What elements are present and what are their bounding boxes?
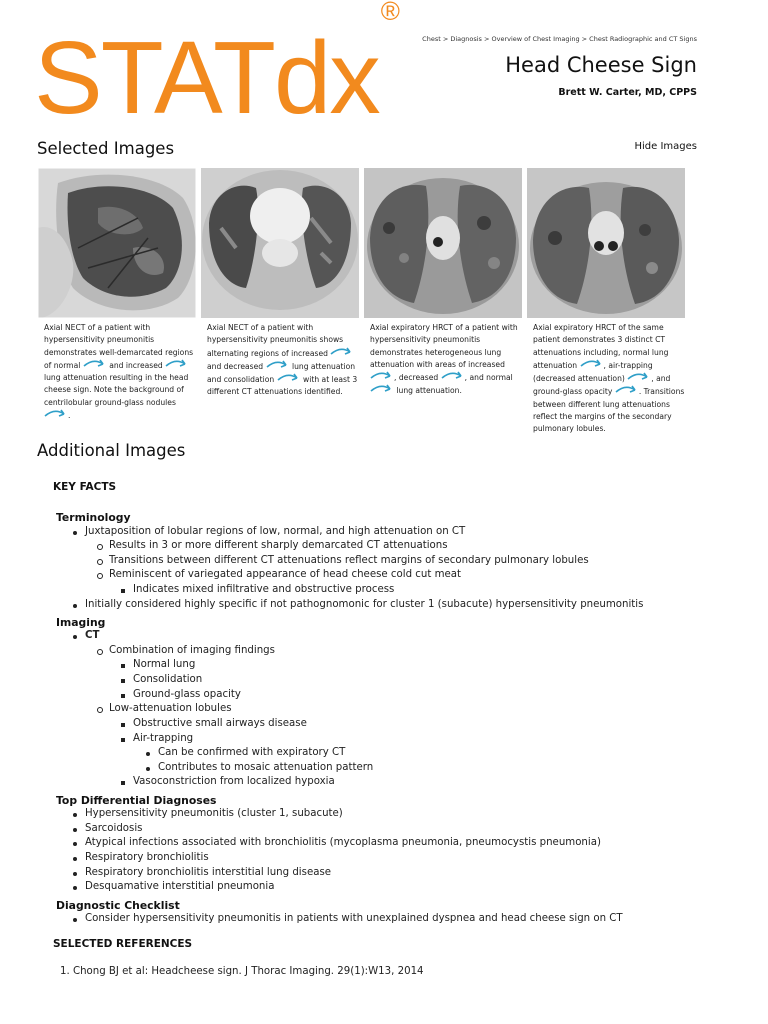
- arrow-icon[interactable]: [370, 384, 394, 395]
- list-item: Consider hypersensitivity pneumonitis in patients with unexplained dyspnea and head cheese sign on CT: [85, 913, 623, 924]
- list-item: Hypersensitivity pneumonitis (cluster 1, subacute): [85, 808, 343, 819]
- list-item: Sarcoidosis: [85, 823, 143, 834]
- list-item: Indicates mixed infiltrative and obstructive process: [133, 584, 395, 595]
- checklist-heading: Diagnostic Checklist: [56, 899, 180, 912]
- references-heading: SELECTED REFERENCES: [53, 938, 193, 950]
- list-item: Atypical infections associated with bronchiolitis (mycoplasma pneumonia, pneumocystis pneumonia): [85, 837, 601, 848]
- arrow-icon[interactable]: [277, 373, 301, 384]
- selected-images-heading: Selected Images: [37, 139, 175, 158]
- image-caption-4: Axial expiratory HRCT of the same patient demonstrates 3 distinct CT attenuations including, normal lung attenuation , air-trapping (decreased attenuation) , and ground-glass opacity . Transitions between different lung attenuations reflect the margins of the secondary pulmonary lobules.: [533, 323, 685, 434]
- additional-images-heading: Additional Images: [37, 441, 186, 460]
- ct-image-4[interactable]: [527, 168, 685, 318]
- list-item: Ground-glass opacity: [133, 689, 241, 700]
- arrow-icon[interactable]: [44, 409, 68, 420]
- arrow-icon[interactable]: [266, 360, 290, 371]
- ct-image-3[interactable]: [364, 168, 522, 318]
- arrow-icon[interactable]: [615, 385, 639, 396]
- statdx-logo[interactable]: STATdx®: [34, 0, 400, 135]
- list-item: Desquamative interstitial pneumonia: [85, 881, 275, 892]
- arrow-icon[interactable]: [330, 347, 354, 358]
- image-caption-2: Axial NECT of a patient with hypersensitivity pneumonitis shows alternating regions of increased and decreased lung attenuation and consolidation with at least 3 different CT attenuations identified.: [207, 323, 358, 397]
- imaging-heading: Imaging: [56, 616, 106, 629]
- arrow-icon[interactable]: [83, 359, 107, 370]
- image-caption-1: Axial NECT of a patient with hypersensitivity pneumonitis demonstrates well-demarcated regions of normal and increased lung attenuation resulting in the head cheese sign. Note the background of centrilobular ground-glass nodules .: [44, 323, 194, 421]
- list-item: Low-attenuation lobules: [109, 703, 232, 714]
- terminology-heading: Terminology: [56, 511, 131, 524]
- list-item: Juxtaposition of lobular regions of low, normal, and high attenuation on CT: [85, 526, 466, 537]
- arrow-icon[interactable]: [580, 359, 604, 370]
- list-item: Transitions between different CT attenuations reflect margins of secondary pulmonary lobules: [109, 555, 589, 566]
- author: Brett W. Carter, MD, CPPS: [558, 87, 697, 98]
- list-item: Initially considered highly specific if not pathognomonic for cluster 1 (subacute) hypersensitivity pneumonitis: [85, 599, 644, 610]
- list-item: Reminiscent of variegated appearance of head cheese cold cut meat: [109, 569, 461, 580]
- hide-images-button[interactable]: Hide Images: [634, 141, 697, 152]
- list-item: CT: [85, 630, 100, 641]
- list-item: Consolidation: [133, 674, 203, 685]
- ct-image-2[interactable]: [201, 168, 359, 318]
- list-item: Air-trapping: [133, 733, 194, 744]
- list-item: Obstructive small airways disease: [133, 718, 307, 729]
- ct-image-1[interactable]: [38, 168, 196, 318]
- list-item: Normal lung: [133, 659, 196, 670]
- arrow-icon[interactable]: [627, 372, 651, 383]
- arrow-icon[interactable]: [370, 371, 394, 382]
- list-item: Contributes to mosaic attenuation pattern: [158, 762, 374, 773]
- breadcrumb[interactable]: Chest > Diagnosis > Overview of Chest Imaging > Chest Radiographic and CT Signs: [422, 35, 697, 43]
- reference-item[interactable]: 1. Chong BJ et al: Headcheese sign. J Thorac Imaging. 29(1):W13, 2014: [60, 966, 424, 977]
- key-facts-heading: KEY FACTS: [53, 481, 117, 493]
- list-item: Can be confirmed with expiratory CT: [158, 747, 346, 758]
- differential-heading: Top Differential Diagnoses: [56, 794, 217, 807]
- page-title: Head Cheese Sign: [505, 53, 697, 77]
- arrow-icon[interactable]: [441, 371, 465, 382]
- list-item: Combination of imaging findings: [109, 645, 275, 656]
- image-caption-3: Axial expiratory HRCT of a patient with hypersensitivity pneumonitis demonstrates heterogeneous lung attenuation with areas of increased , decreased , and normal lung attenuation.: [370, 323, 518, 396]
- arrow-icon[interactable]: [165, 359, 189, 370]
- list-item: Vasoconstriction from localized hypoxia: [133, 776, 335, 787]
- list-item: Respiratory bronchiolitis interstitial lung disease: [85, 867, 332, 878]
- list-item: Respiratory bronchiolitis: [85, 852, 209, 863]
- list-item: Results in 3 or more different sharply demarcated CT attenuations: [109, 540, 448, 551]
